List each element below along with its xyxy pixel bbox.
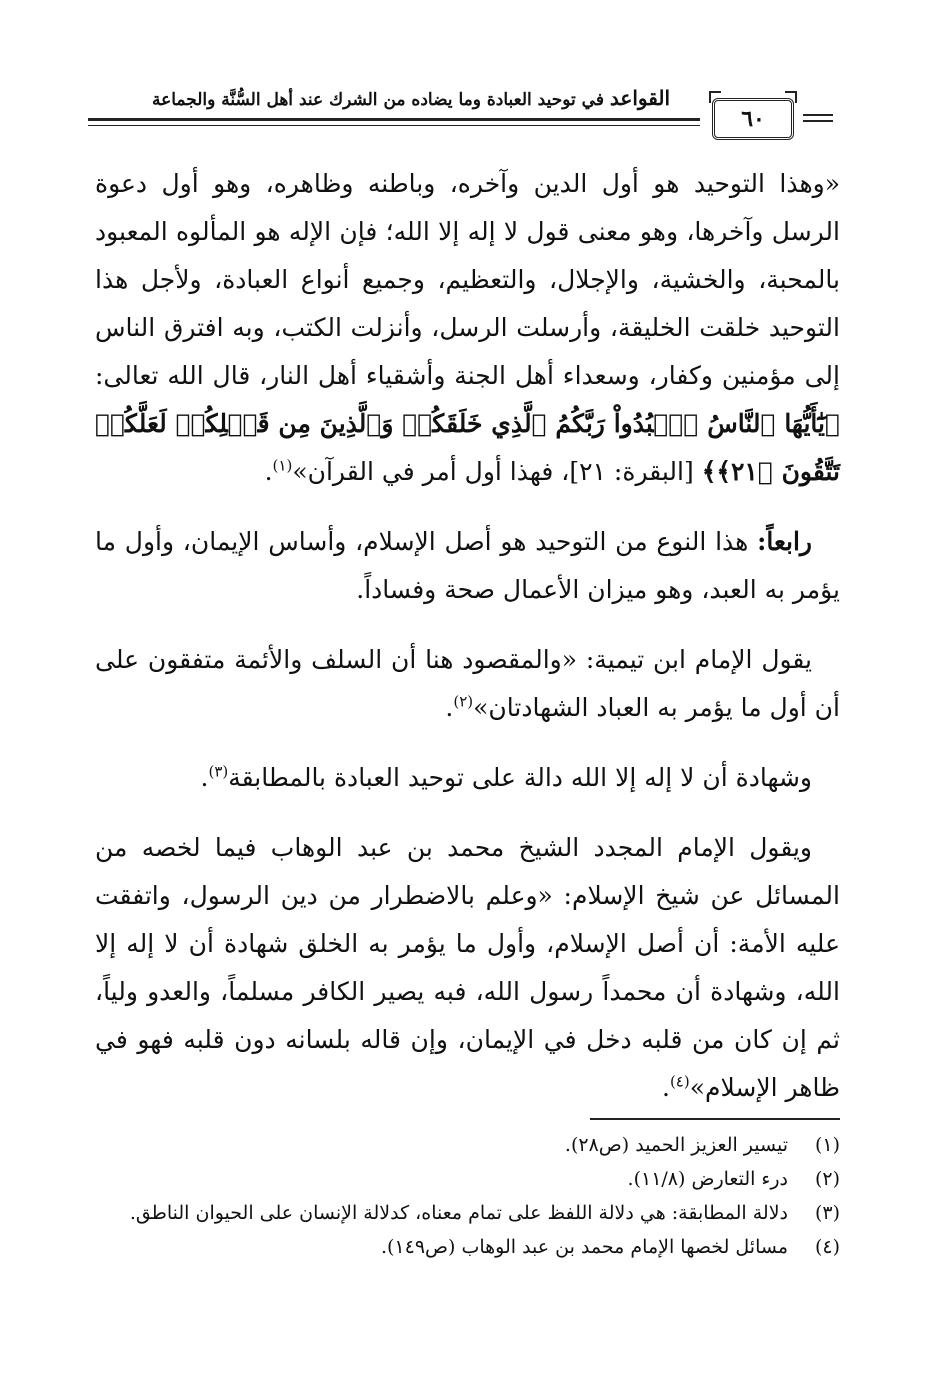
footnote-ref: (٢): [453, 692, 474, 711]
footnote-ref: (١): [272, 456, 293, 475]
running-head-text: في توحيد العبادة وما يضاده من الشرك عند أهل السُّنَّة والجماعة: [151, 90, 604, 110]
footnote-text: مسائل لخصها الإمام محمد بن عبد الوهاب (ص١٤٩).: [380, 1236, 788, 1258]
running-head-lead: القواعد: [609, 86, 670, 110]
header-ornament: [803, 114, 833, 122]
sentence-end: .: [264, 457, 273, 486]
paragraph-lead: رابعاً:: [757, 527, 812, 556]
footnote-ref: (٤): [669, 1072, 690, 1091]
paragraph-text: «وهذا التوحيد هو أول الدين وآخره، وباطنه وظاهره، وهو أول دعوة الرسل وآخرها، وهو معنى قول لا إله إلا الله؛ فإن الإله هو المألوه المعبود بالمحبة، والخشية، والإجلال، والتعظيم، وجميع أنواع العبادة، ولأجل هذا التوحيد خلقت الخليقة، وأرسلت الرسل، وأنزلت الكتب، وبه افترق الناس إلى مؤمنين وكفار، وسعداء أهل الجنة وأشقياء أهل النار، قال الله تعالى:: [95, 169, 840, 390]
paragraph-text: ويقول الإمام المجدد الشيخ محمد بن عبد الوهاب فيما لخصه من المسائل عن شيخ الإسلام: «وعلم بالاضطرار من دين الرسول، واتفقت عليه الأمة: أن أصل الإسلام، وأول ما يؤمر به الخلق شهادة أن لا إله إلا الله، وشهادة أن محمداً رسول الله، فبه يصير الكافر مسلماً، والعدو ولياً، ثم إن كان من قلبه دخل في الإيمان، وإن قاله بلسانه دون قلبه فهو في ظاهر الإسلام»: [95, 833, 840, 1102]
paragraph-shahada: [95, 754, 840, 802]
footnote-item: [95, 1230, 840, 1264]
footnote-number: (٢): [814, 1168, 840, 1190]
paragraph-text: هذا النوع من التوحيد هو أصل الإسلام، وأساس الإيمان، وأول ما يؤمر به العبد، وهو ميزان الأعمال صحة وفساداً.: [95, 527, 840, 604]
footnote-item: [95, 1162, 840, 1196]
verse-reference: [البقرة: ٢١]، فهذا أول أمر في القرآن»: [292, 457, 702, 486]
sentence-end: .: [661, 1073, 670, 1102]
footnote-text: تيسير العزيز الحميد (ص٢٨).: [564, 1134, 788, 1156]
footnote-item: [95, 1128, 840, 1162]
body-text: [95, 160, 840, 1134]
footnote-number: (١): [814, 1134, 840, 1156]
footnote-separator: [590, 1118, 840, 1120]
footnote-ref: (٣): [208, 762, 229, 781]
paragraph-fourth: [95, 518, 840, 614]
footnotes: [95, 1128, 840, 1264]
paragraph-text: وشهادة أن لا إله إلا الله دالة على توحيد العبادة بالمطابقة: [228, 763, 812, 792]
header-rule: [88, 118, 700, 126]
paragraph-ibn-taymiyya: [95, 636, 840, 732]
paragraph-text: يقول الإمام ابن تيمية: «والمقصود هنا أن السلف والأئمة متفقون على أن أول ما يؤمر به العباد الشهادتان»: [95, 645, 840, 722]
footnote-number: (٤): [814, 1236, 840, 1258]
page-header: [0, 0, 935, 140]
page-number-box: [712, 98, 794, 140]
footnote-item: [95, 1196, 840, 1230]
quran-verse: ﴿يَٰٓأَيُّهَا ٱلنَّاسُ ٱعۡبُدُواْ رَبَّكُمُ ٱلَّذِي خَلَقَكُمۡ وَٱلَّذِينَ مِن قَبۡلِكُمۡ لَعَلَّكُمۡ تَتَّقُونَ ﴿٢١﴾﴾: [95, 409, 840, 486]
footnote-text: درء التعارض (١١/٨).: [627, 1168, 788, 1190]
page-number: ٦٠: [741, 106, 765, 132]
running-head: [50, 86, 670, 110]
sentence-end: .: [200, 763, 209, 792]
paragraph-quote: [95, 160, 840, 496]
footnote-number: (٣): [814, 1202, 840, 1224]
paragraph-ibn-abd-al-wahhab: [95, 824, 840, 1112]
sentence-end: .: [445, 693, 454, 722]
footnote-text: دلالة المطابقة: هي دلالة اللفظ على تمام معناه، كدلالة الإنسان على الحيوان الناطق.: [129, 1202, 788, 1224]
